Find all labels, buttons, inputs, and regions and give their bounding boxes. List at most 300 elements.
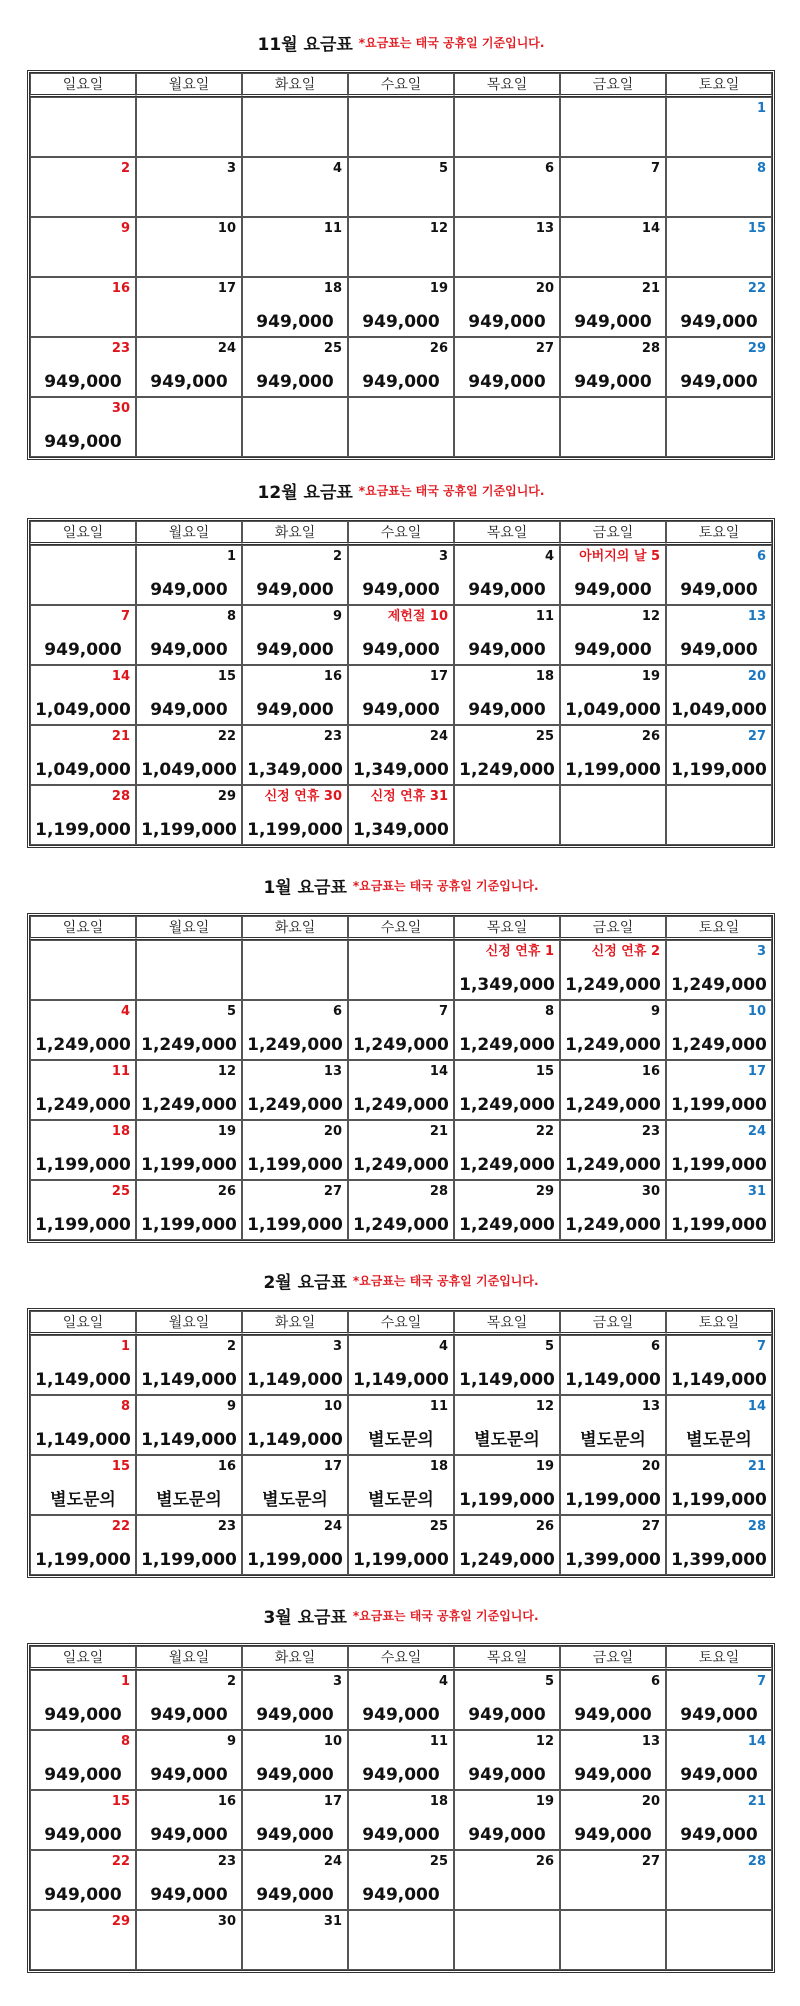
date-number [455, 786, 559, 805]
price-value: 1,049,000 [565, 700, 661, 720]
price-value: 1,199,000 [35, 1155, 131, 1175]
day-cell [666, 217, 772, 277]
price-value: 1,149,000 [565, 1370, 661, 1390]
price-value: 1,199,000 [565, 760, 661, 780]
rate-table [27, 913, 775, 1243]
price-value [31, 579, 135, 601]
price-value: 1,199,000 [35, 820, 131, 840]
price-value [561, 131, 665, 153]
date-number: 13 [535, 221, 554, 236]
date-number: 18 [429, 1794, 448, 1809]
price-value: 949,000 [680, 1765, 758, 1785]
day-cell [136, 1515, 242, 1575]
day-cell [136, 337, 242, 397]
day-cell [348, 1060, 454, 1120]
date-number: 16 [323, 669, 342, 684]
price-value: 949,000 [468, 640, 546, 660]
date-number: 21 [641, 281, 660, 296]
price-value [137, 131, 241, 153]
price-value: 949,000 [256, 580, 334, 600]
week-row [30, 337, 772, 397]
day-cell [30, 665, 136, 725]
day-cell [242, 1395, 348, 1455]
price-value: 949,000 [574, 372, 652, 392]
price-value: 1,249,000 [671, 975, 767, 995]
price-value: 949,000 [256, 372, 334, 392]
day-cell [560, 725, 666, 785]
price-value: 949,000 [150, 1765, 228, 1785]
day-cell [136, 397, 242, 457]
date-number: 24 [217, 341, 236, 356]
price-value [455, 131, 559, 153]
weekday-header: 금요일 [560, 916, 666, 940]
weekday-header: 월요일 [136, 1646, 242, 1670]
day-cell [348, 1455, 454, 1515]
day-cell [136, 217, 242, 277]
price-value: 1,149,000 [459, 1370, 555, 1390]
day-cell [454, 277, 560, 337]
day-cell [560, 545, 666, 605]
day-cell [136, 1335, 242, 1395]
date-number: 10 [323, 1399, 342, 1414]
day-cell [348, 157, 454, 217]
price-value: 949,000 [150, 1705, 228, 1725]
holiday-date-label: 신정 연휴 30 [264, 789, 342, 804]
price-value [455, 1944, 559, 1966]
day-cell [666, 1850, 772, 1910]
day-cell [242, 1790, 348, 1850]
price-value: 1,199,000 [565, 1490, 661, 1510]
day-cell [560, 1670, 666, 1730]
holiday-date-label: 신정 연휴 2 [591, 944, 660, 959]
day-cell [348, 785, 454, 845]
price-value: 949,000 [468, 1825, 546, 1845]
date-number [137, 98, 241, 117]
date-number: 8 [226, 609, 236, 624]
date-number: 3 [438, 549, 448, 564]
date-number: 2 [226, 1339, 236, 1354]
weekday-header: 토요일 [666, 1646, 772, 1670]
day-cell [454, 940, 560, 1000]
price-value: 별도문의 [262, 1490, 328, 1510]
day-cell [136, 1850, 242, 1910]
date-number: 7 [438, 1004, 448, 1019]
date-number: 14 [747, 1399, 766, 1414]
date-number [137, 941, 241, 960]
price-value: 1,199,000 [141, 1215, 237, 1235]
day-cell [666, 1515, 772, 1575]
price-value: 949,000 [44, 1705, 122, 1725]
holiday-note: *요금표는 태국 공휴일 기준입니다. [358, 484, 545, 498]
date-number [561, 1911, 665, 1930]
day-cell [136, 665, 242, 725]
day-cell [666, 940, 772, 1000]
date-number: 17 [323, 1794, 342, 1809]
date-number: 1 [226, 549, 236, 564]
price-value [243, 131, 347, 153]
week-row [30, 1910, 772, 1970]
date-number: 25 [111, 1184, 130, 1199]
day-cell [348, 1180, 454, 1240]
date-number: 10 [323, 1734, 342, 1749]
date-number: 28 [747, 1854, 766, 1869]
price-value [349, 1944, 453, 1966]
day-cell [242, 1910, 348, 1970]
day-cell [454, 337, 560, 397]
price-value: 1,249,000 [565, 1035, 661, 1055]
date-number: 8 [120, 1734, 130, 1749]
price-value: 별도문의 [580, 1430, 646, 1450]
day-cell [348, 1670, 454, 1730]
week-row [30, 1670, 772, 1730]
date-number [243, 398, 347, 417]
day-cell [348, 1335, 454, 1395]
day-cell [242, 1730, 348, 1790]
price-value: 별도문의 [686, 1430, 752, 1450]
day-cell [666, 1730, 772, 1790]
date-number: 24 [429, 729, 448, 744]
holiday-note: *요금표는 태국 공휴일 기준입니다. [358, 36, 545, 50]
day-cell [242, 605, 348, 665]
price-value: 949,000 [468, 312, 546, 332]
week-row [30, 1180, 772, 1240]
day-cell [454, 1670, 560, 1730]
price-value: 1,249,000 [353, 1035, 449, 1055]
day-cell [666, 665, 772, 725]
price-value: 별도문의 [368, 1490, 434, 1510]
weekday-header: 목요일 [454, 521, 560, 545]
month-section-feb [27, 1268, 775, 1578]
day-cell [560, 605, 666, 665]
week-row [30, 1515, 772, 1575]
weekday-header: 화요일 [242, 1311, 348, 1335]
day-cell [136, 97, 242, 157]
date-number: 3 [332, 1339, 342, 1354]
date-number: 26 [535, 1519, 554, 1534]
date-number: 25 [535, 729, 554, 744]
day-cell [242, 1670, 348, 1730]
day-cell [136, 1000, 242, 1060]
day-cell [136, 277, 242, 337]
weekday-header: 일요일 [30, 521, 136, 545]
price-value: 949,000 [362, 640, 440, 660]
day-cell [560, 1000, 666, 1060]
date-number: 21 [747, 1459, 766, 1474]
day-cell [348, 97, 454, 157]
date-number: 16 [641, 1064, 660, 1079]
date-number: 20 [641, 1794, 660, 1809]
day-cell [136, 1120, 242, 1180]
day-cell [454, 1180, 560, 1240]
day-cell [242, 545, 348, 605]
date-number: 30 [641, 1184, 660, 1199]
week-row [30, 1790, 772, 1850]
price-value: 1,249,000 [35, 1095, 131, 1115]
date-number: 4 [544, 549, 554, 564]
date-number: 17 [747, 1064, 766, 1079]
day-cell [136, 1730, 242, 1790]
day-cell [348, 397, 454, 457]
holiday-date-label: 신정 연휴 1 [485, 944, 554, 959]
date-number: 23 [217, 1519, 236, 1534]
price-value [137, 311, 241, 333]
week-row [30, 1730, 772, 1790]
day-cell [454, 665, 560, 725]
price-value: 1,349,000 [353, 760, 449, 780]
week-row [30, 665, 772, 725]
price-value [349, 974, 453, 996]
date-number: 27 [535, 341, 554, 356]
price-value: 949,000 [468, 580, 546, 600]
price-value: 1,149,000 [247, 1430, 343, 1450]
price-value: 949,000 [574, 312, 652, 332]
weekday-header-row [30, 73, 772, 97]
day-cell [242, 665, 348, 725]
date-number: 23 [111, 341, 130, 356]
month-section-mar [27, 1603, 775, 1973]
date-number [667, 1911, 771, 1930]
rate-table [27, 1308, 775, 1578]
day-cell [454, 217, 560, 277]
price-value [137, 251, 241, 273]
price-value [31, 191, 135, 213]
date-number: 22 [217, 729, 236, 744]
price-value: 949,000 [256, 1705, 334, 1725]
price-value [667, 1944, 771, 1966]
price-value: 949,000 [574, 1825, 652, 1845]
price-value: 1,249,000 [565, 1095, 661, 1115]
date-number: 8 [120, 1399, 130, 1414]
date-number: 16 [111, 281, 130, 296]
price-value [667, 431, 771, 453]
date-number: 4 [438, 1339, 448, 1354]
day-cell [30, 157, 136, 217]
price-value: 1,249,000 [141, 1035, 237, 1055]
price-value: 별도문의 [474, 1430, 540, 1450]
weekday-header-row [30, 1311, 772, 1335]
day-cell [348, 1395, 454, 1455]
weekday-header: 일요일 [30, 1646, 136, 1670]
price-value: 1,249,000 [459, 1035, 555, 1055]
day-cell [136, 605, 242, 665]
weekday-header: 월요일 [136, 1311, 242, 1335]
date-number: 17 [217, 281, 236, 296]
price-value [667, 1884, 771, 1906]
price-value: 949,000 [362, 1885, 440, 1905]
date-number: 13 [747, 609, 766, 624]
price-value: 949,000 [362, 1705, 440, 1725]
weekday-header-row [30, 1646, 772, 1670]
price-value: 1,249,000 [459, 1215, 555, 1235]
price-value: 1,199,000 [671, 1155, 767, 1175]
day-cell [348, 665, 454, 725]
date-number [31, 98, 135, 117]
day-cell [30, 1730, 136, 1790]
date-number [137, 398, 241, 417]
date-number [561, 398, 665, 417]
day-cell [242, 1180, 348, 1240]
weekday-header: 수요일 [348, 1311, 454, 1335]
day-cell [30, 1910, 136, 1970]
day-cell [136, 1395, 242, 1455]
date-number: 13 [323, 1064, 342, 1079]
day-cell [136, 157, 242, 217]
price-value: 949,000 [44, 1765, 122, 1785]
date-number [31, 941, 135, 960]
price-value: 949,000 [468, 1705, 546, 1725]
day-cell [454, 1060, 560, 1120]
price-value [243, 191, 347, 213]
date-number: 18 [429, 1459, 448, 1474]
weekday-header: 화요일 [242, 1646, 348, 1670]
month-section-dec [27, 478, 775, 848]
day-cell [666, 157, 772, 217]
weekday-header: 목요일 [454, 1646, 560, 1670]
date-number: 6 [650, 1674, 660, 1689]
price-value: 1,249,000 [353, 1155, 449, 1175]
price-value: 949,000 [150, 1825, 228, 1845]
rate-table [27, 518, 775, 848]
month-heading [27, 478, 775, 506]
price-value: 949,000 [44, 640, 122, 660]
date-number: 29 [747, 341, 766, 356]
day-cell [30, 1515, 136, 1575]
date-number: 30 [111, 401, 130, 416]
day-cell [348, 337, 454, 397]
month-section-jan [27, 873, 775, 1243]
price-value: 1,249,000 [247, 1095, 343, 1115]
price-value: 949,000 [362, 580, 440, 600]
date-number: 23 [323, 729, 342, 744]
date-number: 27 [747, 729, 766, 744]
price-value: 1,149,000 [247, 1370, 343, 1390]
date-number: 9 [226, 1399, 236, 1414]
date-number: 18 [111, 1124, 130, 1139]
week-row [30, 1335, 772, 1395]
date-number: 14 [429, 1064, 448, 1079]
price-value: 949,000 [362, 1825, 440, 1845]
date-number: 18 [535, 669, 554, 684]
day-cell [560, 397, 666, 457]
day-cell [454, 1455, 560, 1515]
date-number: 14 [111, 669, 130, 684]
day-cell [136, 1180, 242, 1240]
price-value: 949,000 [150, 580, 228, 600]
weekday-header: 금요일 [560, 1646, 666, 1670]
date-number: 9 [332, 609, 342, 624]
date-number: 21 [747, 1794, 766, 1809]
date-number: 12 [641, 609, 660, 624]
price-value: 949,000 [150, 640, 228, 660]
price-value [243, 431, 347, 453]
day-cell [560, 1910, 666, 1970]
date-number [243, 98, 347, 117]
price-value [561, 191, 665, 213]
date-number: 11 [429, 1734, 448, 1749]
date-number: 1 [120, 1339, 130, 1354]
price-value: 949,000 [680, 640, 758, 660]
date-number [455, 98, 559, 117]
week-row [30, 940, 772, 1000]
price-value: 별도문의 [368, 1430, 434, 1450]
date-number: 9 [120, 221, 130, 236]
date-number: 15 [111, 1794, 130, 1809]
week-row [30, 397, 772, 457]
day-cell [242, 1515, 348, 1575]
price-value: 1,249,000 [247, 1035, 343, 1055]
price-value: 949,000 [44, 1885, 122, 1905]
date-number: 22 [535, 1124, 554, 1139]
date-number: 6 [650, 1339, 660, 1354]
day-cell [560, 1790, 666, 1850]
day-cell [30, 97, 136, 157]
weekday-header: 금요일 [560, 1311, 666, 1335]
week-row [30, 1120, 772, 1180]
date-number: 22 [747, 281, 766, 296]
price-value: 949,000 [44, 432, 122, 452]
price-value [455, 1884, 559, 1906]
date-number: 29 [217, 789, 236, 804]
day-cell [136, 1455, 242, 1515]
day-cell [30, 1335, 136, 1395]
holiday-note: *요금표는 태국 공휴일 기준입니다. [352, 1274, 539, 1288]
day-cell [30, 337, 136, 397]
week-row [30, 605, 772, 665]
weekday-header: 금요일 [560, 521, 666, 545]
price-value: 949,000 [44, 372, 122, 392]
date-number: 12 [535, 1734, 554, 1749]
price-value: 949,000 [680, 1705, 758, 1725]
price-value: 949,000 [468, 372, 546, 392]
day-cell [242, 157, 348, 217]
date-number: 21 [429, 1124, 448, 1139]
day-cell [666, 397, 772, 457]
day-cell [136, 545, 242, 605]
price-value: 949,000 [256, 312, 334, 332]
day-cell [242, 940, 348, 1000]
day-cell [30, 217, 136, 277]
week-row [30, 1455, 772, 1515]
day-cell [454, 725, 560, 785]
day-cell [666, 1670, 772, 1730]
price-value: 1,199,000 [671, 1490, 767, 1510]
price-value [243, 251, 347, 273]
weekday-header: 화요일 [242, 521, 348, 545]
date-number: 19 [535, 1459, 554, 1474]
price-value [31, 311, 135, 333]
date-number [243, 941, 347, 960]
price-value: 949,000 [574, 1705, 652, 1725]
price-value: 1,249,000 [459, 1095, 555, 1115]
day-cell [454, 1850, 560, 1910]
price-value: 1,399,000 [565, 1550, 661, 1570]
week-row [30, 1395, 772, 1455]
price-value [561, 1944, 665, 1966]
price-value: 1,199,000 [141, 1155, 237, 1175]
price-value: 949,000 [468, 1765, 546, 1785]
price-value [349, 431, 453, 453]
day-cell [666, 97, 772, 157]
price-value [455, 191, 559, 213]
day-cell [454, 1730, 560, 1790]
date-number: 9 [226, 1734, 236, 1749]
weekday-header: 월요일 [136, 916, 242, 940]
day-cell [348, 217, 454, 277]
price-value: 1,249,000 [353, 1215, 449, 1235]
date-number: 10 [747, 1004, 766, 1019]
day-cell [136, 1790, 242, 1850]
day-cell [666, 1060, 772, 1120]
